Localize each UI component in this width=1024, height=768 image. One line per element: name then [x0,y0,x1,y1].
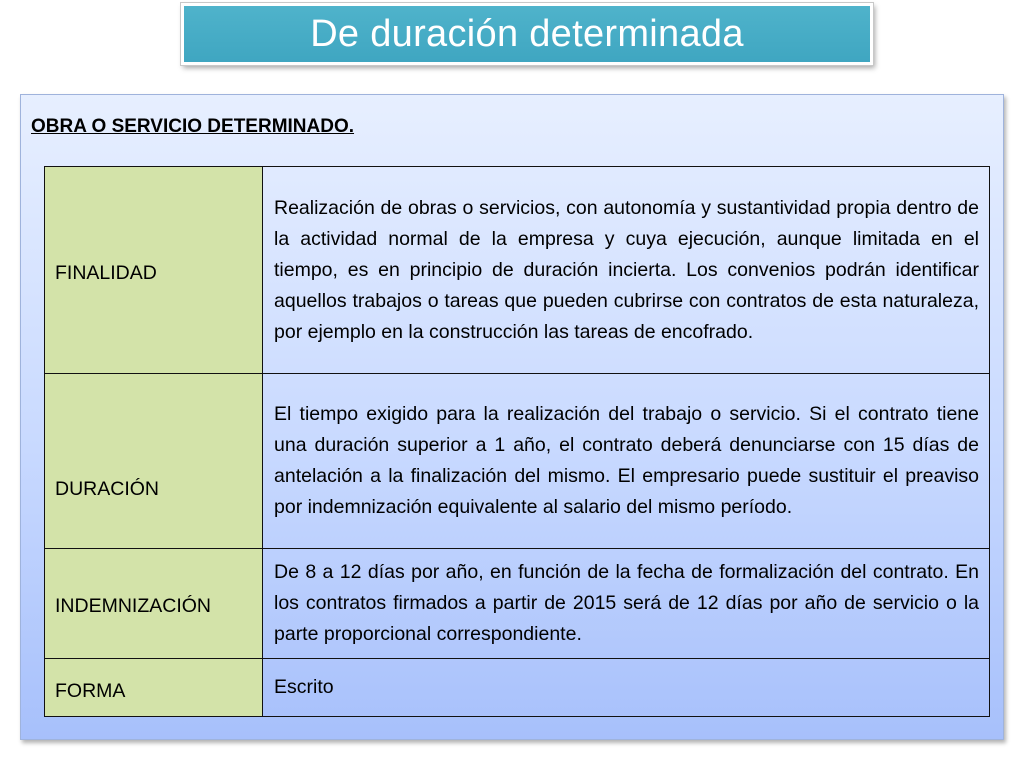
row-text-duracion: El tiempo exigido para la realización del trabajo o servicio. Si el contrato tiene una duración superior a 1 año, el contrato deberá denunciarse con 15 días de antelación a la finalización del mismo. El empresario puede sustituir el preaviso por indemnización equivalente al salario del mismo período. [263,374,990,549]
table-row-finalidad [45,167,990,374]
table-row-duracion [45,374,990,549]
row-label-duracion: DURACIÓN [45,374,263,549]
row-text-forma: Escrito [263,659,990,717]
title-banner [181,3,873,65]
row-text-finalidad: Realización de obras o servicios, con autonomía y sustantividad propia dentro de la actividad normal de la empresa y cuya ejecución, aunque limitada en el tiempo, es en principio de duración incierta. Los convenios podrán identificar aquellos trabajos o tareas que pueden cubrirse con contratos de esta naturaleza, por ejemplo en la construcción las tareas de encofrado. [263,167,990,374]
table-row-forma [45,659,990,717]
row-label-forma: FORMA [45,659,263,717]
table-row-indemnizacion [45,549,990,659]
row-label-indemnizacion: INDEMNIZACIÓN [45,549,263,659]
row-label-finalidad: FINALIDAD [45,167,263,374]
slide-title: De duración determinada [310,12,744,55]
section-heading: OBRA O SERVICIO DETERMINADO. [31,116,355,137]
row-text-indemnizacion: De 8 a 12 días por año, en función de la fecha de formalización del contrato. En los contratos firmados a partir de 2015 será de 12 días por año de servicio o la parte proporcional correspondiente. [263,549,990,659]
contract-info-table [44,166,990,717]
